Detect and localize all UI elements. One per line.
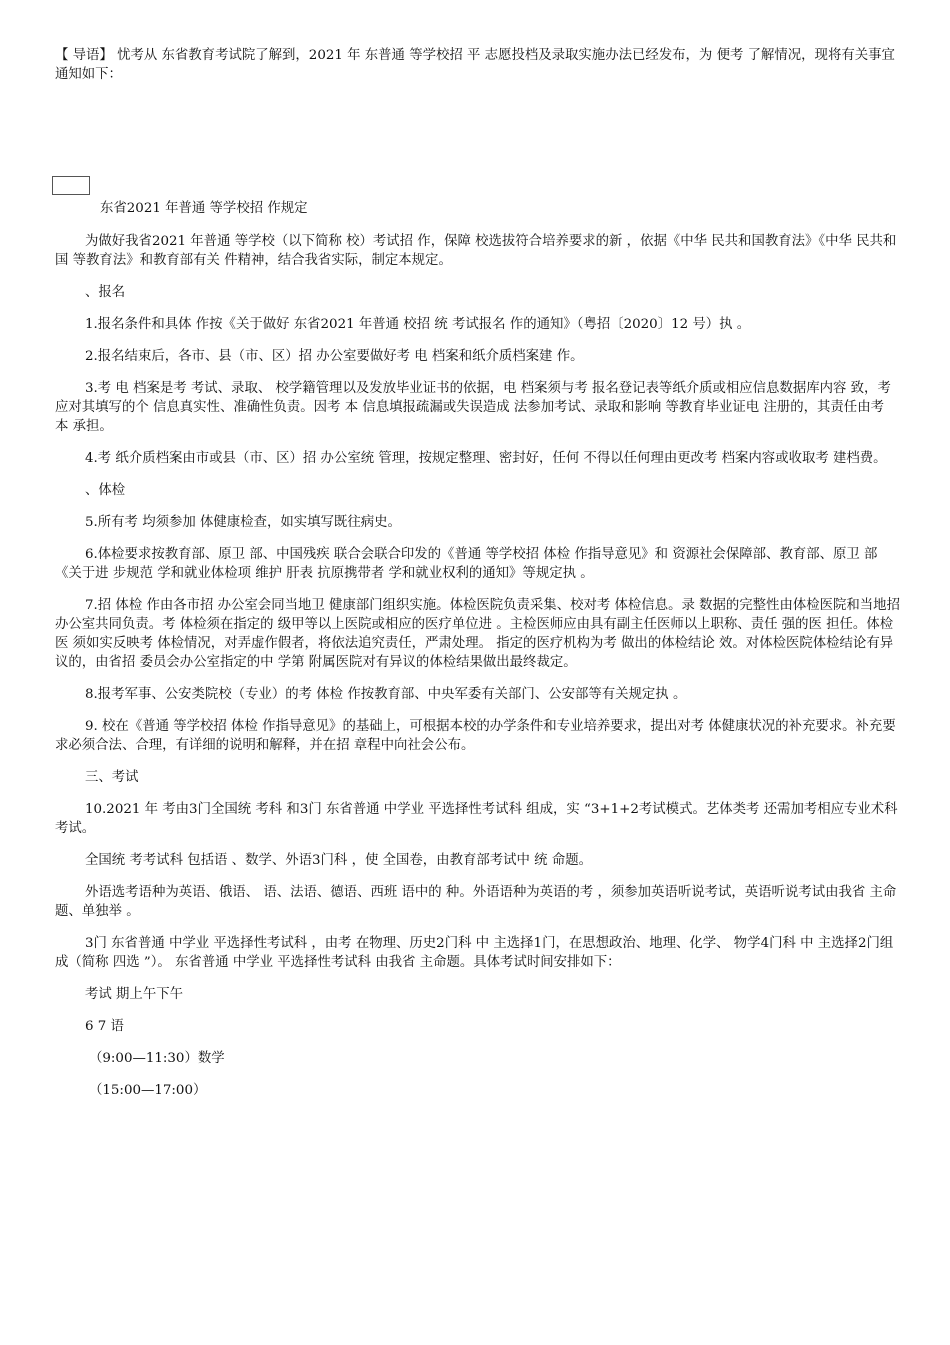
document-body [55,232,900,1113]
section-heading-registration: 、报名 [85,285,126,300]
schedule-header: 考试 期上午下午 [85,987,183,1002]
schedule-row: （9:00—11:30）数学 [89,1051,225,1066]
paragraph-13: 3门 东省普通 中学业 平选择性考试科 ，由考 在物理、历史2门科 中 主选择1门，在思想政治、地理、化学、 物学4门科 中 主选择2门组成（简称 四选 ”）。 东省普通 中学业 平选择性考试科 由我省 主命题。具体考试时间安排如下： [55,936,894,970]
schedule-row: 6 7 语 [85,1019,124,1034]
section-heading-exam: 三、考试 [85,770,139,785]
paragraph-3: 3.考 电 档案是考 考试、录取、 校学籍管理以及发放毕业证书的依据，电 档案须与考 报名登记表等纸介质或相应信息数据库内容 致，考 应对其填写的个 信息真实性、准确性负责。因考 本 信息填报疏漏或失误造成 法参加考试、录取和影响 等教育毕业证电 注册的，其责任由考 本 承担。 [55,381,891,434]
image-placeholder [52,176,90,195]
preamble-paragraph: 为做好我省2021 年普通 等学校（以下简称 校）考试招 作，保障 校选拔符合培养要求的新 ，依据《中华 民共和国教育法》《中华 民共和国 等教育法》和教育部有关 件精神，结合我省实际，制定本规定。 [55,234,897,268]
intro-paragraph: 【 导语】 忧考从 东省教育考试院了解到，2021 年 东普通 等学校招 平 志愿投档及录取实施办法已经发布，为 便考 了解情况，现将有关事宜通知如下： [55,48,895,82]
paragraph-2: 2.报名结束后，各市、县（市、区）招 办公室要做好考 电 档案和纸介质档案建 作。 [85,349,584,364]
section-heading-physical-exam: 、体检 [85,483,126,498]
paragraph-5: 5.所有考 均须参加 体健康检查，如实填写既往病史。 [85,515,401,530]
paragraph-10: 10.2021 年 考由3门全国统 考科 和3门 东省普通 中学业 平选择性考试科 组成，实 “3+1+2考试模式。艺体类考 还需加考相应专业术科考试。 [55,802,898,836]
document-title: 东省2021 年普通 等学校招 作规定 [100,201,308,216]
paragraph-11: 全国统 考考试科 包括语 、数学、外语3门科 ，使 全国卷，由教育部考试中 统 命题。 [85,853,592,868]
paragraph-1: 1.报名条件和具体 作按《关于做好 东省2021 年普通 校招 统 考试报名 作的通知》（粤招〔2020〕12 号）执 。 [85,317,751,332]
paragraph-12: 外语选考语种为英语、俄语、 语、法语、德语、西班 语中的 种。外语语种为英语的考 ，须参加英语听说考试，英语听说考试由我省 主命题、单独举 。 [55,885,897,919]
paragraph-4: 4.考 纸介质档案由市或县（市、区）招 办公室统 管理，按规定整理、密封好，任何 不得以任何理由更改考 档案内容或收取考 建档费。 [85,451,887,466]
paragraph-6: 6.体检要求按教育部、原卫 部、中国残疾 联合会联合印发的《普通 等学校招 体检 作指导意见》和 资源社会保障部、教育部、原卫 部《关于进 步规范 学和就业体检项 维护 肝表 抗原携带者 学和就业权利的通知》等规定执 。 [55,547,878,581]
schedule-row: （15:00—17:00） [89,1083,207,1098]
paragraph-9: 9. 校在《普通 等学校招 体检 作指导意见》的基础上，可根据本校的办学条件和专业培养要求，提出对考 体健康状况的补充要求。补充要求必须合法、合理，有详细的说明和解释，并在招 章程中向社会公布。 [55,719,896,753]
paragraph-8: 8.报考军事、公安类院校（专业）的考 体检 作按教育部、中央军委有关部门、公安部等有关规定执 。 [85,687,687,702]
paragraph-7: 7.招 体检 作由各市招 办公室会同当地卫 健康部门组织实施。体检医院负责采集、校对考 体检信息。录 数据的完整性由体检医院和当地招 办公室共同负责。考 体检须在指定的 级甲等以上医院或相应的医疗单位进 。主检医师应由具有副主任医师以上职称、责任 强的医 担任。体检医 须如实反映考 体检情况，对弄虚作假者，将依法追究责任，严肃处理。 指定的医疗机构为考 做出的体检结论 效。对体检医院体检结论有异议的，由省招 委员会办公室指定的中 学第 附属医院对有异议的体检结果做出最终裁定。 [55,598,900,670]
